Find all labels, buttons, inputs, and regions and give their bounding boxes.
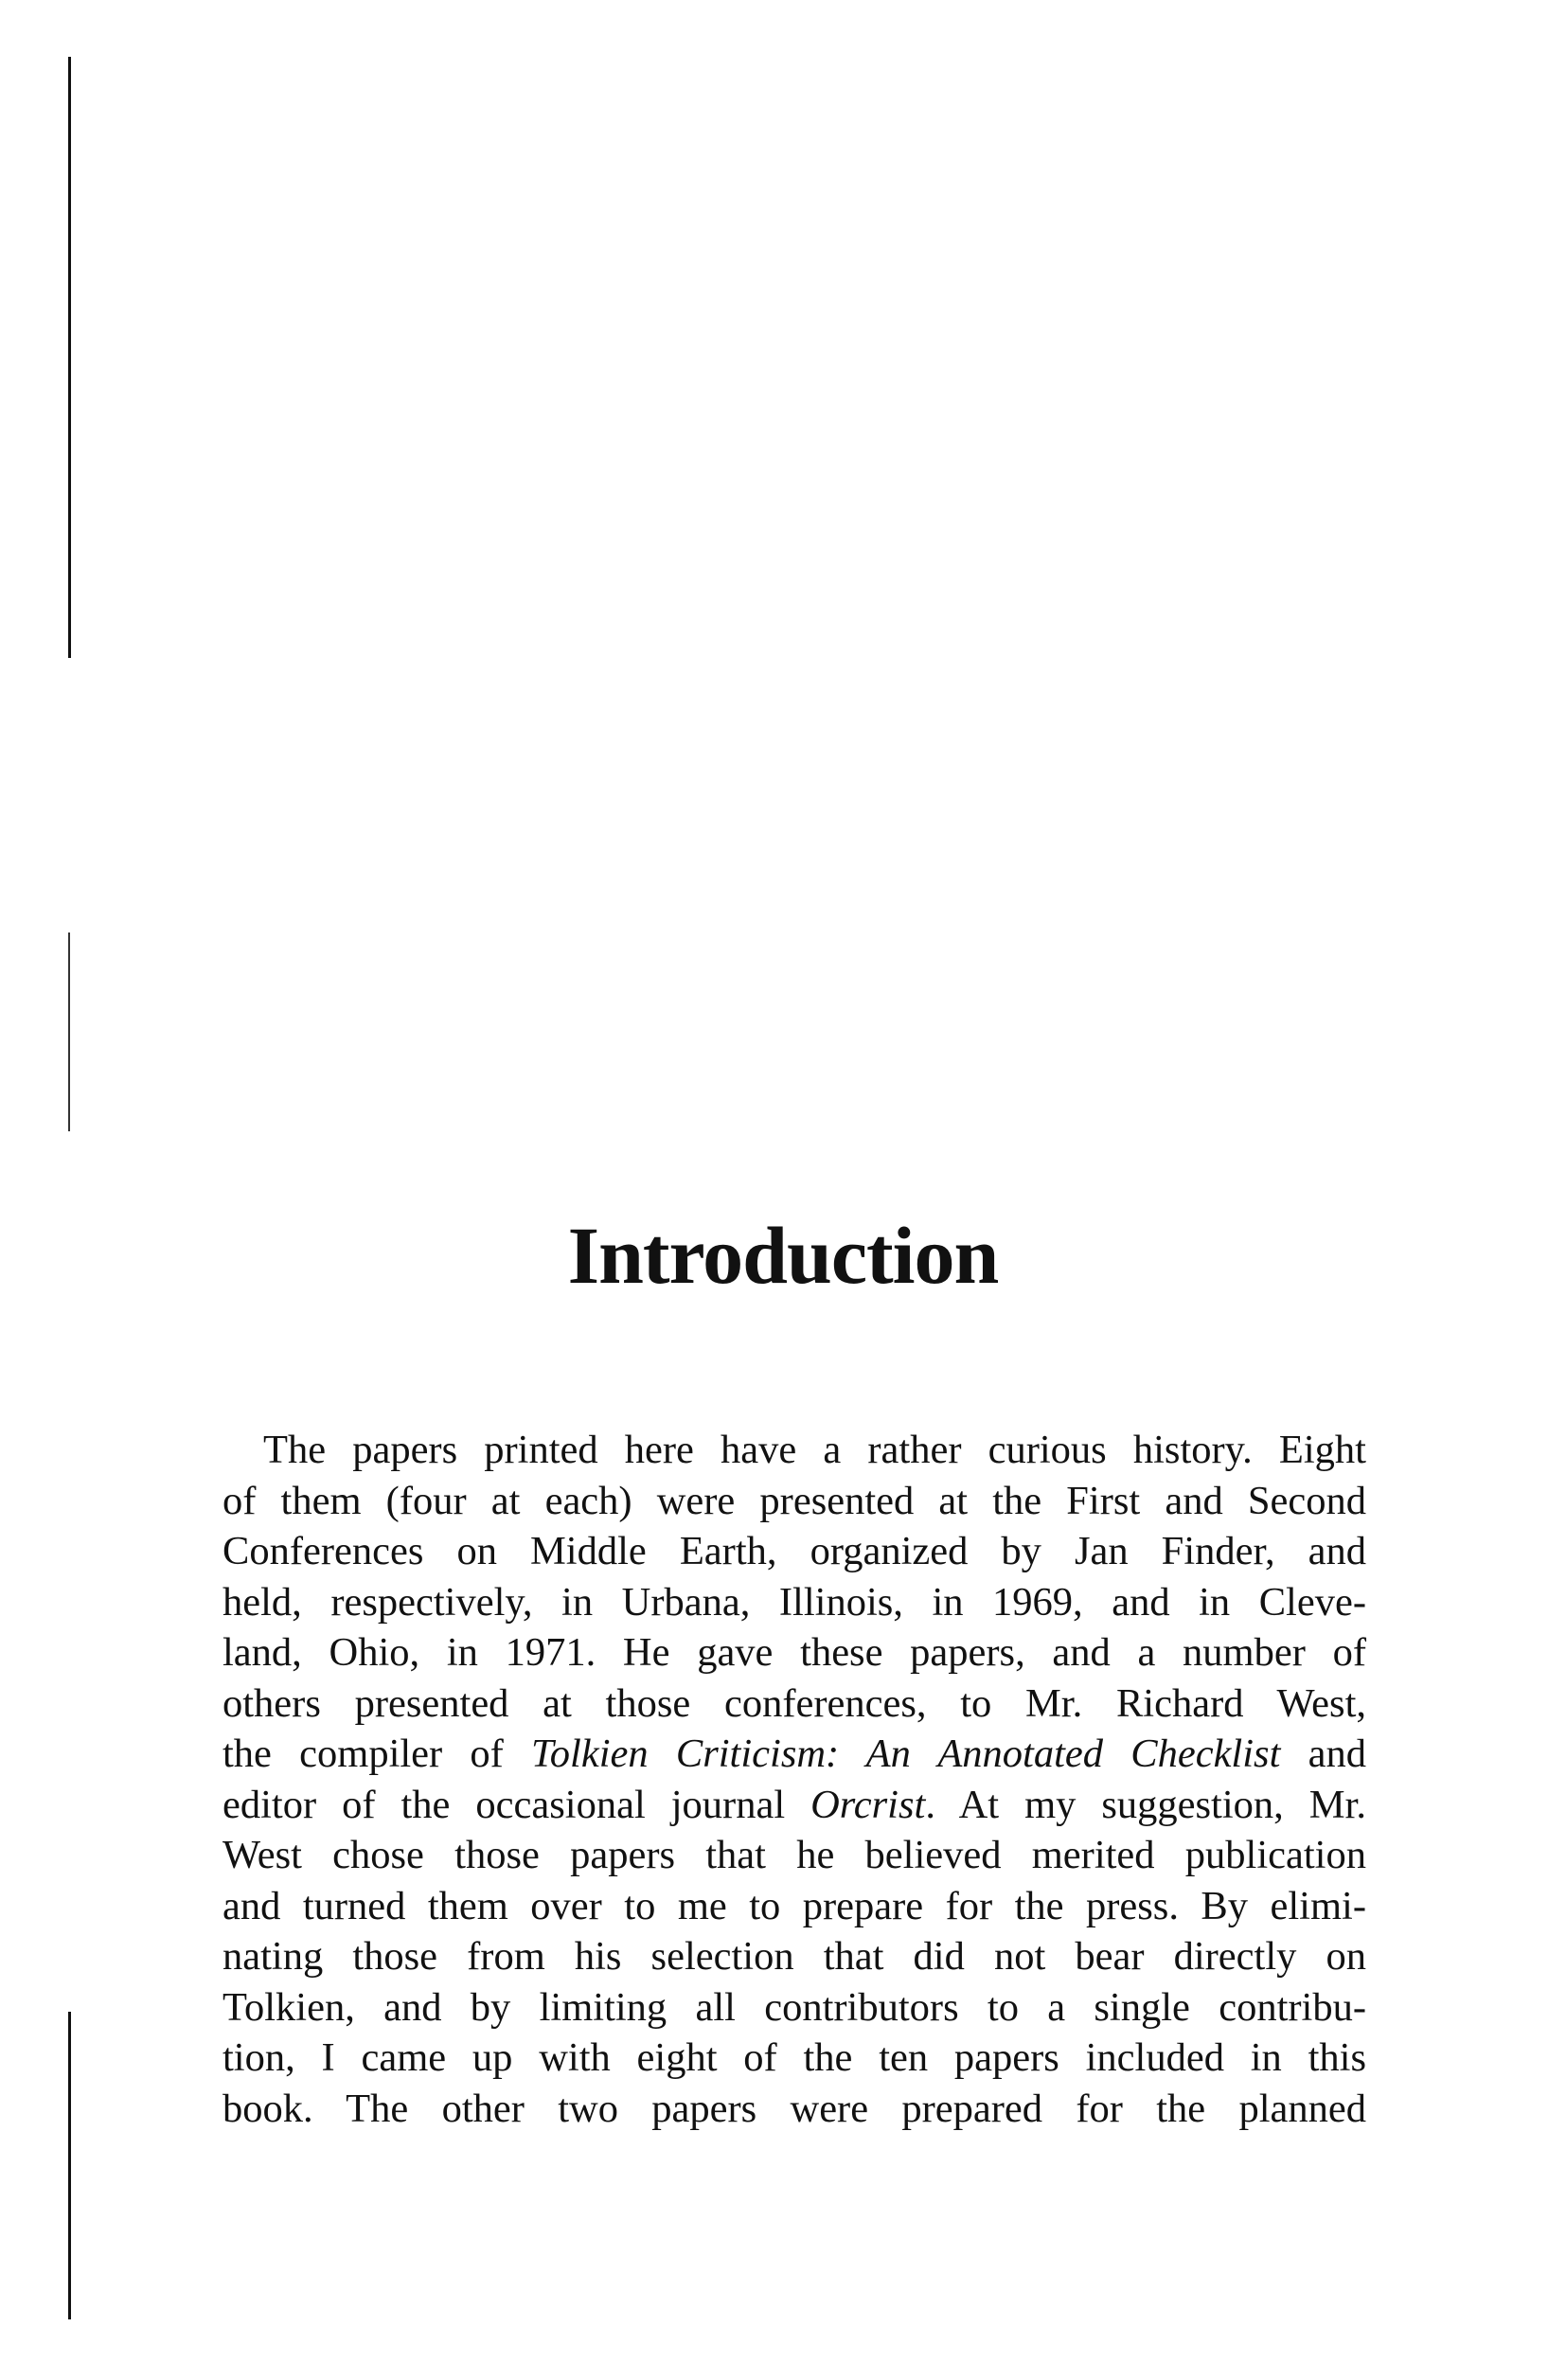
- text-line: nating those from his selection that did not bear directly on: [222, 1934, 1366, 1979]
- page-title: Introduction: [567, 1209, 999, 1301]
- journal-title-italic: Orcrist: [810, 1782, 926, 1827]
- text-line: and turned them over to me to prepare for the press. By elimi-: [222, 1883, 1366, 1928]
- text-line: The papers printed here have a rather curious history. Eight: [263, 1428, 1366, 1472]
- book-title-italic: Tolkien Criticism: An Annotated Checklist: [531, 1732, 1281, 1776]
- scan-edge-line-top: [68, 57, 71, 658]
- text-line: West chose those papers that he believed merited publication: [222, 1833, 1366, 1877]
- text-line: Tolkien, and by limiting all contributors to a single contribu-: [222, 1984, 1366, 2030]
- text-line: editor of the occasional journal Orcrist. At my suggestion, Mr.: [222, 1782, 1366, 1827]
- scan-edge-line-bottom: [68, 2012, 71, 2319]
- scan-edge-line-middle: [68, 932, 70, 1131]
- text-line: book. The other two papers were prepared for the planned: [222, 2086, 1366, 2131]
- text-line: of them (four at each) were presented at the First and Second: [222, 1478, 1366, 1523]
- text-line: land, Ohio, in 1971. He gave these papers, and a number of: [222, 1630, 1366, 1675]
- text-line: the compiler of Tolkien Criticism: An Annotated Checklist and: [222, 1732, 1366, 1776]
- text-line: others presented at those conferences, to Mr. Richard West,: [222, 1680, 1366, 1726]
- text-line: held, respectively, in Urbana, Illinois, in 1969, and in Cleve-: [222, 1579, 1366, 1625]
- text-line: Conferences on Middle Earth, organized by Jan Finder, and: [222, 1529, 1366, 1573]
- text-line: tion, I came up with eight of the ten papers included in this: [222, 2035, 1366, 2080]
- body-paragraph: [222, 1425, 1366, 2134]
